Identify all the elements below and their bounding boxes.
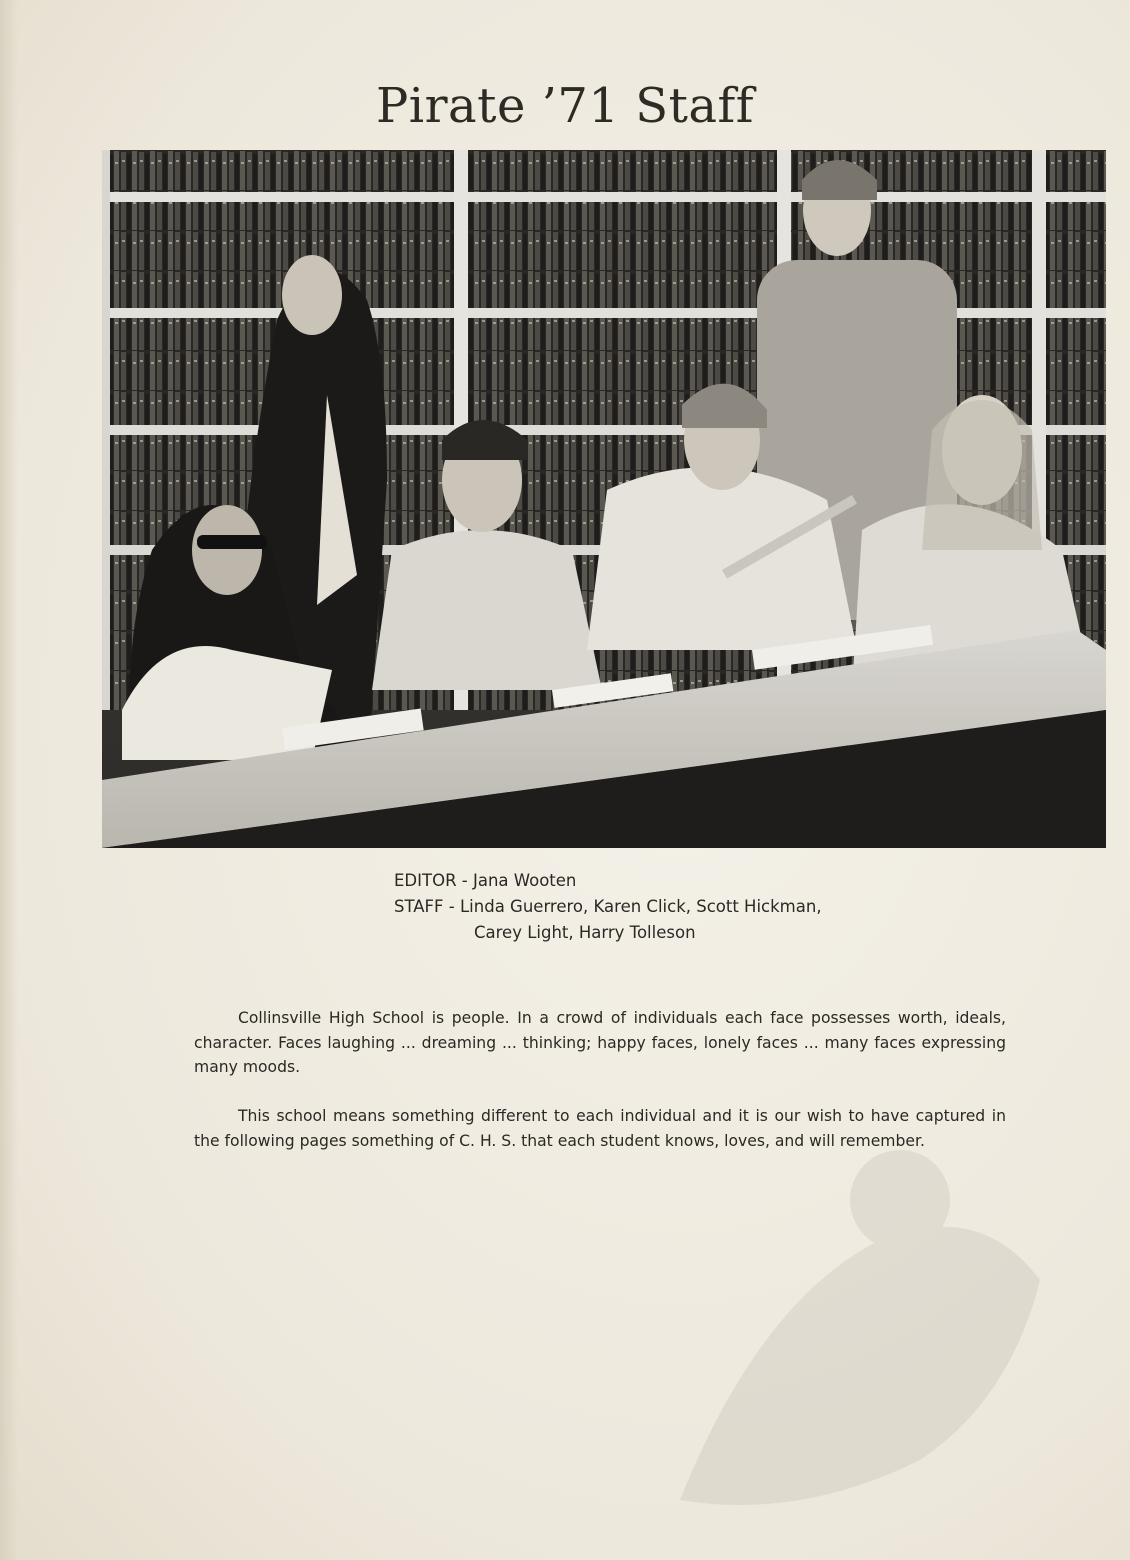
staff-line-1: STAFF - Linda Guerrero, Karen Click, Scott Hickman,	[394, 897, 822, 916]
intro-paragraph-2	[194, 1104, 1006, 1153]
paragraph-text: This school means something different to each individual and it is our wish to have captured in the following pages something of C. H. S. that each student knows, loves, and will remember.	[194, 1107, 1006, 1150]
editor-line: EDITOR - Jana Wooten	[394, 871, 577, 890]
paragraph-text: Collinsville High School is people. In a crowd of individuals each face possesses worth, ideals, character. Faces laughing ... dreaming ... thinking; happy faces, lonely faces ... many faces expressing many moods.	[194, 1009, 1006, 1076]
page-edge-shadow	[0, 0, 18, 1560]
page-title: Pirate ’71 Staff	[375, 78, 755, 134]
staff-line-2: Carey Light, Harry Tolleson	[474, 923, 696, 942]
intro-paragraph-1	[194, 1006, 1006, 1080]
staff-credits	[394, 868, 822, 946]
staff-group-photo	[102, 150, 1106, 848]
